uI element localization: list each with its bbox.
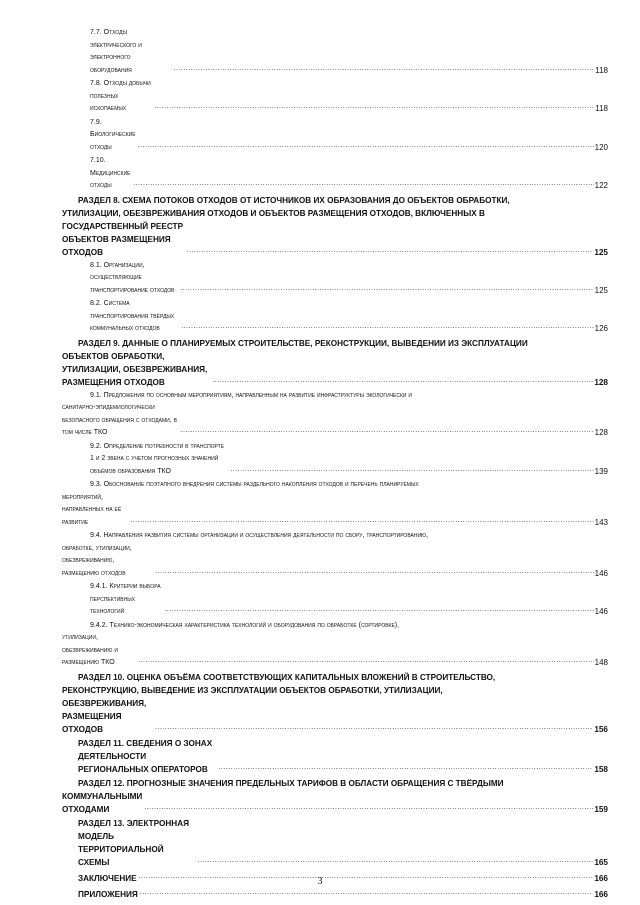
toc-entry-title: РАЗДЕЛ 13. ЭЛЕКТРОННАЯ МОДЕЛЬ ТЕРРИТОРИАЛЬНОЙ СХЕМЫ [78, 818, 190, 867]
toc-entry-title: КОММУНАЛЬНЫМИ ОТХОДАМИ [62, 791, 143, 814]
toc-entry-title: ОБЪЕКТОВ ОБРАБОТКИ, УТИЛИЗАЦИИ, ОБЕЗВРЕЖИВАНИЯ, РАЗМЕЩЕНИЯ ОТХОДОВ [62, 351, 208, 387]
dot-leader [187, 244, 594, 257]
toc-entry-title: ОБЕЗВРЕЖИВАНИЯ, РАЗМЕЩЕНИЯ ОТХОДОВ [62, 698, 147, 734]
toc-section-10[interactable] [62, 697, 608, 736]
toc-entry-page: 118 [595, 65, 608, 75]
toc-entry-9-4-2-line1[interactable]: 9.4.2. Технико-экономическая характеристика технологий и оборудования по обработке (сортировке), [90, 621, 400, 629]
toc-entry-7-10[interactable] [62, 155, 608, 193]
toc-entry-page: 126 [594, 324, 608, 333]
toc-entry-7-8[interactable] [62, 78, 608, 116]
toc-entry-page: 166 [594, 873, 608, 883]
dot-leader [212, 374, 593, 387]
toc-entry-page: 146 [594, 568, 608, 578]
toc-entry-title: 9.2. Определение потребности в транспорте 1 и 2 звена с учетом прогнозных значений объёмов образования ТКО [90, 442, 225, 475]
toc-section-11[interactable] [62, 737, 608, 776]
toc-entry-7-7[interactable] [62, 27, 608, 77]
toc-entry-8-1[interactable] [62, 260, 608, 298]
dot-leader [230, 464, 593, 477]
toc-entry-page: 125 [594, 247, 608, 257]
dot-leader [164, 604, 593, 617]
toc-entry-page: 143 [594, 517, 608, 527]
toc-section-13[interactable] [62, 817, 608, 869]
toc-entry-7-9[interactable] [62, 117, 608, 155]
dot-leader [154, 101, 594, 114]
toc-entry-page: 165 [594, 857, 608, 867]
dot-leader [144, 801, 593, 814]
toc-section-8[interactable] [62, 220, 608, 259]
toc-entry-page: 166 [594, 889, 608, 899]
dot-leader [218, 761, 593, 774]
toc-entry-title: РАЗДЕЛ 11. СВЕДЕНИЯ О ЗОНАХ ДЕЯТЕЛЬНОСТИ РЕГИОНАЛЬНЫХ ОПЕРАТОРОВ [78, 738, 213, 774]
toc-entry-9-2[interactable] [62, 441, 608, 479]
toc-entry-page: 128 [594, 377, 608, 387]
toc-entry-title: ПРИЛОЖЕНИЯ [78, 889, 138, 899]
toc-entry-9-3-line1[interactable]: 9.3. Обоснование поэтапного внедрения системы раздельного накопления отходов и перечень планируемых [90, 481, 419, 488]
toc-entry-9-1[interactable] [62, 402, 608, 440]
toc-section-12[interactable] [62, 790, 608, 816]
toc-entry-title: мероприятий, направленных на её развитие [62, 493, 122, 526]
dot-leader [181, 425, 594, 438]
toc-entry-title: ГОСУДАРСТВЕННЫЙ РЕЕСТР ОБЪЕКТОВ РАЗМЕЩЕНИЯ ОТХОДОВ [62, 221, 184, 257]
toc-entry-page: 156 [594, 724, 608, 734]
toc-entry-page: 120 [594, 142, 608, 152]
toc-entry-title: ЗАКЛЮЧЕНИЕ [78, 873, 137, 883]
toc-entry-9-4[interactable] [62, 543, 608, 581]
dot-leader [174, 63, 595, 76]
toc-section-9-line1[interactable]: РАЗДЕЛ 9. ДАННЫЕ О ПЛАНИРУЕМЫХ СТРОИТЕЛЬСТВЕ, РЕКОНСТРУКЦИИ, ВЫВЕДЕНИИ ИЗ ЭКСПЛУАТАЦИИ [78, 338, 528, 348]
toc-entry-page: 146 [594, 607, 608, 616]
dot-leader [138, 655, 593, 668]
toc-entry-title: 8.1. Организации, осуществляющие транспортирование отходов [90, 261, 175, 294]
toc-section-10-line2[interactable]: РЕКОНСТРУКЦИЮ, ВЫВЕДЕНИЕ ИЗ ЭКСПЛУАТАЦИИ ОБЪЕКТОВ ОБРАБОТКИ, УТИЛИЗАЦИИ, [62, 685, 443, 695]
toc-entry-9-4-2[interactable] [62, 632, 608, 670]
dot-leader [133, 178, 593, 191]
toc-entry-page: 139 [594, 466, 608, 476]
toc-entry-title: утилизации, обезвреживанию и размещению ТКО [62, 634, 118, 666]
toc-entry-title: 7.8. Отходы добычи полезных ископаемых [90, 80, 151, 112]
toc-section-12-line1[interactable]: РАЗДЕЛ 12. ПРОГНОЗНЫЕ ЗНАЧЕНИЯ ПРЕДЕЛЬНЫХ ТАРИФОВ В ОБЛАСТИ ОБРАЩЕНИЯ С ТВЁРДЫМИ [78, 778, 504, 788]
dot-leader [155, 721, 593, 734]
dot-leader [155, 566, 594, 579]
toc-entry-9-3[interactable] [62, 492, 608, 530]
toc-entry-title: обработке, утилизации, обезвреживанию, размещению отходов [62, 544, 132, 577]
toc-entry-page: 122 [594, 181, 608, 190]
toc-section-8-line2[interactable]: УТИЛИЗАЦИИ, ОБЕЗВРЕЖИВАНИЯ ОТХОДОВ И ОБЪЕКТОВ РАЗМЕЩЕНИЯ ОТХОДОВ, ВКЛЮЧЕННЫХ В [62, 208, 485, 218]
dot-leader [181, 321, 593, 334]
toc-entry-title: санитарно-эпидемиологически безопасного обращения с отходами, в том числе ТКО [62, 404, 177, 436]
toc-entry-page: 148 [594, 658, 608, 667]
dot-leader [198, 854, 594, 867]
toc-entry-page: 125 [594, 285, 608, 295]
table-of-contents [62, 27, 608, 901]
toc-entry-9-4-1[interactable] [62, 581, 608, 619]
toc-entry-9-1-line1[interactable]: 9.1. Предложения по основным мероприятиям, направленным на развитие инфраструктуры экологически и [90, 391, 413, 399]
toc-entry-page: 118 [595, 104, 608, 113]
toc-entry-title: 7.7. Отходы электрического и электронного оборудования [90, 29, 142, 74]
toc-entry-9-4-line1[interactable]: 9.4. Направления развития системы организации и осуществления деятельности по сбору, транспортированию, [90, 532, 429, 539]
toc-entry-page: 158 [594, 764, 608, 774]
toc-appendices[interactable] [62, 886, 608, 901]
toc-section-9[interactable] [62, 350, 608, 389]
toc-entry-title: 9.4.1. Критерии выбора перспективных технологий [90, 583, 161, 615]
dot-leader [138, 140, 594, 153]
toc-section-8-line1[interactable]: РАЗДЕЛ 8. СХЕМА ПОТОКОВ ОТХОДОВ ОТ ИСТОЧНИКОВ ИХ ОБРАЗОВАНИЯ ДО ОБЪЕКТОВ ОБРАБОТКИ, [78, 195, 510, 205]
dot-leader [180, 283, 593, 296]
toc-entry-title: 7.9. Биологические отходы [90, 118, 136, 151]
toc-entry-8-2[interactable] [62, 298, 608, 336]
page-number: 3 [317, 876, 323, 887]
toc-entry-title: 8.2. Система транспортирования твёрдых коммунальных отходов [90, 300, 175, 332]
dot-leader [140, 886, 594, 899]
toc-entry-page: 159 [594, 804, 608, 814]
toc-entry-page: 128 [594, 428, 608, 437]
toc-entry-title: 7.10. Медицинские отходы [90, 157, 131, 189]
toc-section-10-line1[interactable]: РАЗДЕЛ 10. ОЦЕНКА ОБЪЁМА СООТВЕТСТВУЮЩИХ КАПИТАЛЬНЫХ ВЛОЖЕНИЙ В СТРОИТЕЛЬСТВО, [78, 672, 496, 682]
dot-leader [130, 515, 593, 528]
